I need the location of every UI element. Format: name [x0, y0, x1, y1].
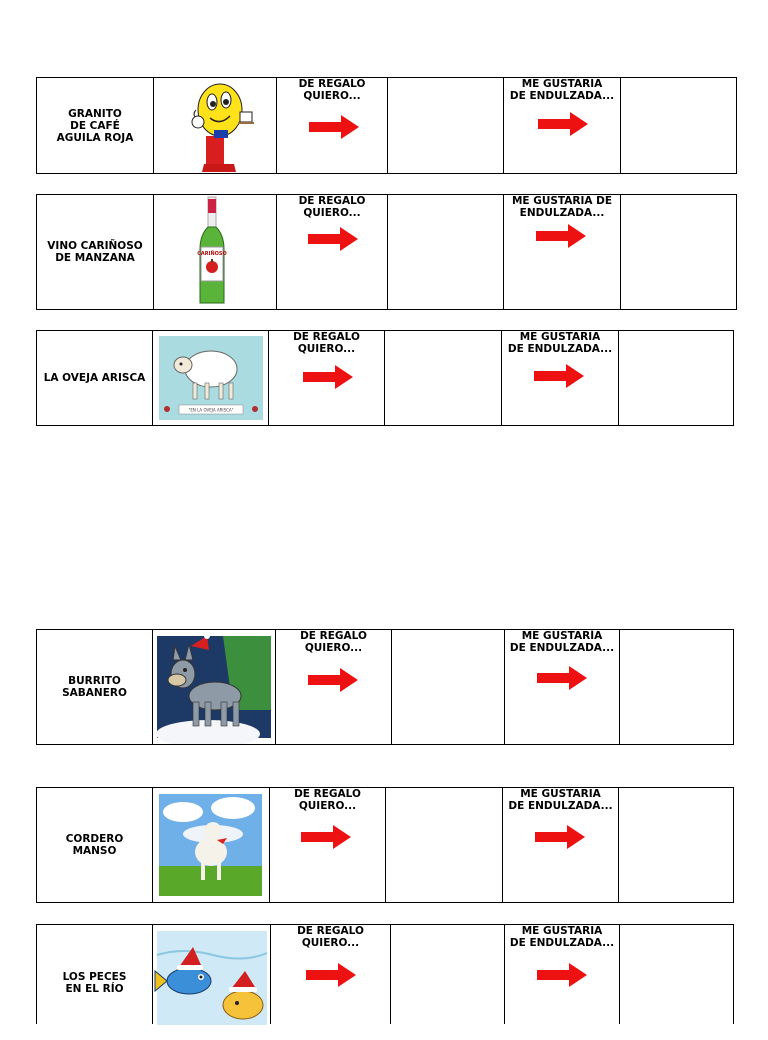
gift-cell [270, 925, 390, 1024]
product-name: CORDERO MANSO [65, 833, 124, 857]
table-row [36, 330, 734, 426]
donkey-image [152, 630, 275, 744]
sweet-cell [503, 195, 620, 309]
gift-cell [275, 630, 391, 744]
sweet-label: ME GUSTARIA DE ENDULZADA... [509, 78, 615, 102]
gift-cell [268, 331, 384, 425]
sweet-cell [504, 925, 619, 1024]
gift-answer-cell[interactable] [391, 630, 504, 744]
table-row [36, 194, 737, 310]
product-name: BURRITO SABANERO [62, 675, 127, 699]
gift-answer-cell[interactable] [387, 195, 503, 309]
table-row [36, 629, 734, 745]
product-name: GRANITO DE CAFÉ AGUILA ROJA [56, 107, 134, 144]
arrow-right-icon [534, 364, 584, 388]
arrow-right-icon [303, 365, 353, 389]
sweet-label: ME GUSTARIA DE ENDULZADA... [508, 788, 613, 812]
table-row [36, 787, 734, 903]
gift-answer-cell[interactable] [387, 78, 503, 173]
table-row [36, 77, 737, 174]
sweet-label: ME GUSTARIA DE ENDULZADA... [509, 925, 615, 949]
coffee-mascot-image [153, 78, 276, 173]
sweet-label: ME GUSTARIA DE ENDULZADA... [507, 331, 613, 355]
gift-label: DE REGALO QUIERO... [298, 78, 366, 102]
arrow-right-icon [308, 668, 358, 692]
sweet-label: ME GUSTARÍA DE ENDULZADA... [509, 630, 615, 654]
lamb-photo-image [152, 788, 269, 902]
sweet-cell [502, 788, 618, 902]
sweet-answer-cell[interactable] [619, 925, 733, 1024]
arrow-right-icon [538, 112, 588, 136]
gift-label: DE REGALO QUIERO... [298, 195, 366, 219]
product-name: LA OVEJA ARISCA [43, 372, 146, 384]
gift-label: DE REGALO QUIERO... [293, 331, 360, 355]
sweet-cell [503, 78, 620, 173]
product-name: LOS PECES EN EL RÍO [62, 970, 127, 995]
sweet-label: ME GUSTARIA DE ENDULZADA... [511, 195, 613, 219]
gift-cell [276, 195, 387, 309]
arrow-right-icon [535, 825, 585, 849]
product-name: VINO CARIÑOSO DE MANZANA [47, 240, 143, 264]
gift-label: DE REGALO QUIERO... [294, 788, 361, 812]
arrow-right-icon [309, 115, 359, 139]
arrow-right-icon [301, 825, 351, 849]
sweet-answer-cell[interactable] [619, 630, 733, 744]
sheep-caption-text: "EN LA OVEJA ARISCA" [188, 407, 234, 413]
table-row [36, 924, 734, 1024]
sweet-answer-cell[interactable] [620, 78, 736, 173]
gift-cell [269, 788, 385, 902]
sheep-image [152, 331, 268, 425]
bottle-label-text: CARIÑOSO [197, 251, 227, 257]
sweet-answer-cell[interactable] [618, 331, 733, 425]
gift-label: DE REGALO QUIERO... [300, 630, 367, 654]
gift-label: DE REGALO QUIERO... [297, 925, 364, 949]
gift-answer-cell[interactable] [384, 331, 501, 425]
arrow-right-icon [306, 963, 356, 987]
arrow-right-icon [308, 227, 358, 251]
arrow-right-icon [537, 666, 587, 690]
wine-bottle-image [153, 195, 276, 309]
sweet-answer-cell[interactable] [620, 195, 736, 309]
gift-answer-cell[interactable] [390, 925, 504, 1024]
gift-cell [276, 78, 387, 173]
arrow-right-icon [536, 224, 586, 248]
sweet-cell [501, 331, 618, 425]
sweet-answer-cell[interactable] [618, 788, 733, 902]
gift-answer-cell[interactable] [385, 788, 502, 902]
fish-image [152, 925, 270, 1024]
sweet-cell [504, 630, 619, 744]
arrow-right-icon [537, 963, 587, 987]
